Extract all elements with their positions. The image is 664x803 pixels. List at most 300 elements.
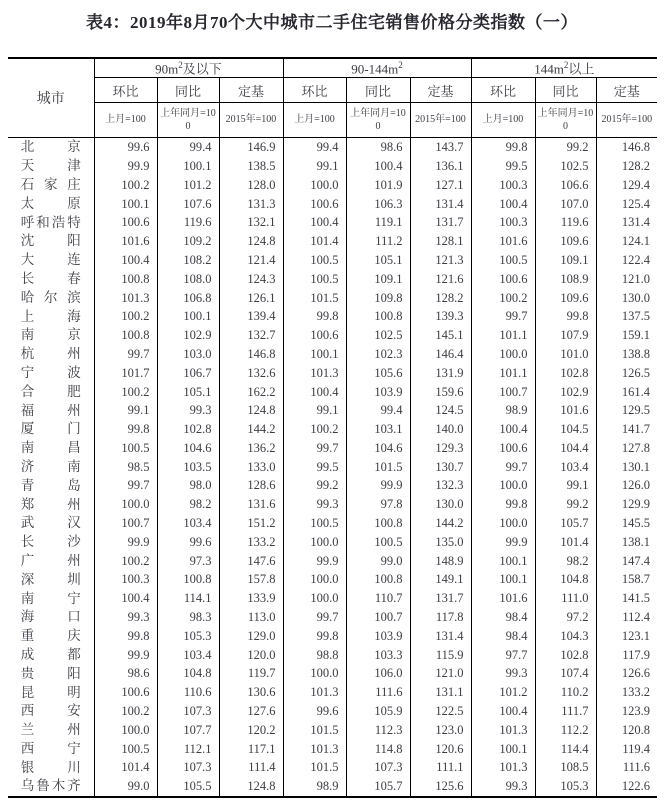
value-cell-0: 100.2 [94, 307, 157, 326]
value-cell-2: 146.8 [219, 345, 283, 364]
value-cell-4: 103.9 [346, 627, 410, 646]
value-cell-8: 126.0 [596, 476, 657, 495]
value-cell-7: 105.3 [535, 777, 596, 797]
city-name: 重庆 [20, 628, 81, 644]
base-header-2-2: 2015年=100 [596, 103, 657, 138]
value-cell-8: 125.4 [596, 194, 657, 213]
city-name: 广州 [20, 552, 81, 568]
table-row [8, 495, 657, 514]
value-cell-3: 101.3 [283, 364, 346, 383]
value-cell-6: 100.4 [471, 420, 535, 439]
value-cell-2: 128.6 [219, 476, 283, 495]
value-cell-1: 114.1 [157, 589, 219, 608]
value-cell-1: 99.6 [157, 533, 219, 552]
table-row [8, 251, 657, 270]
value-cell-5: 148.9 [410, 552, 471, 571]
value-cell-6: 100.1 [471, 570, 535, 589]
value-cell-3: 99.3 [283, 495, 346, 514]
metric-header-2-1: 同比 [535, 78, 596, 103]
value-cell-0: 99.9 [94, 646, 157, 665]
value-cell-8: 159.1 [596, 326, 657, 345]
city-cell [8, 495, 94, 514]
value-cell-0: 101.7 [94, 364, 157, 383]
city-cell [8, 627, 94, 646]
city-cell [8, 721, 94, 740]
table-row [8, 420, 657, 439]
value-cell-3: 99.8 [283, 627, 346, 646]
value-cell-7: 108.9 [535, 270, 596, 289]
value-cell-1: 105.1 [157, 382, 219, 401]
value-cell-1: 106.7 [157, 364, 219, 383]
value-cell-6: 101.1 [471, 326, 535, 345]
value-cell-2: 124.8 [219, 777, 283, 797]
value-cell-4: 99.0 [346, 552, 410, 571]
value-cell-5: 128.1 [410, 232, 471, 251]
value-cell-1: 109.2 [157, 232, 219, 251]
value-cell-8: 146.8 [596, 138, 657, 157]
value-cell-4: 105.9 [346, 702, 410, 721]
value-cell-2: 124.3 [219, 270, 283, 289]
value-cell-1: 107.3 [157, 758, 219, 777]
table-row [8, 570, 657, 589]
value-cell-4: 105.7 [346, 777, 410, 797]
value-cell-7: 104.4 [535, 439, 596, 458]
table-row [8, 514, 657, 533]
metric-header-0-0: 环比 [94, 78, 157, 103]
value-cell-5: 136.1 [410, 157, 471, 176]
value-cell-3: 101.3 [283, 683, 346, 702]
table-row [8, 627, 657, 646]
value-cell-7: 99.2 [535, 495, 596, 514]
value-cell-7: 101.6 [535, 401, 596, 420]
table-row [8, 683, 657, 702]
value-cell-3: 101.4 [283, 232, 346, 251]
city-name: 合肥 [20, 383, 81, 399]
city-name: 西安 [20, 703, 81, 719]
value-cell-1: 98.2 [157, 495, 219, 514]
city-name: 天津 [20, 158, 81, 174]
value-cell-1: 99.4 [157, 138, 219, 157]
value-cell-3: 100.0 [283, 664, 346, 683]
value-cell-3: 99.7 [283, 608, 346, 627]
metric-header-2-0: 环比 [471, 78, 535, 103]
value-cell-8: 117.9 [596, 646, 657, 665]
value-cell-1: 104.6 [157, 439, 219, 458]
value-cell-7: 110.2 [535, 683, 596, 702]
city-name: 海口 [20, 609, 81, 625]
value-cell-2: 132.1 [219, 213, 283, 232]
base-header-1-0: 上月=100 [283, 103, 346, 138]
value-cell-1: 100.1 [157, 157, 219, 176]
value-cell-2: 146.9 [219, 138, 283, 157]
value-cell-2: 127.6 [219, 702, 283, 721]
value-cell-4: 111.2 [346, 232, 410, 251]
value-cell-2: 119.7 [219, 664, 283, 683]
value-cell-1: 112.1 [157, 740, 219, 759]
value-cell-1: 99.3 [157, 401, 219, 420]
city-cell [8, 251, 94, 270]
value-cell-4: 98.6 [346, 138, 410, 157]
value-cell-2: 162.2 [219, 382, 283, 401]
value-cell-7: 103.4 [535, 458, 596, 477]
value-cell-2: 132.6 [219, 364, 283, 383]
value-cell-0: 100.8 [94, 270, 157, 289]
value-cell-6: 101.6 [471, 232, 535, 251]
table-row [8, 326, 657, 345]
value-cell-4: 103.1 [346, 420, 410, 439]
value-cell-8: 123.1 [596, 627, 657, 646]
table-row [8, 721, 657, 740]
value-cell-7: 107.0 [535, 194, 596, 213]
value-cell-8: 147.4 [596, 552, 657, 571]
value-cell-6: 99.5 [471, 157, 535, 176]
value-cell-0: 99.3 [94, 608, 157, 627]
value-cell-5: 128.2 [410, 288, 471, 307]
city-column-header: 城市 [8, 58, 94, 138]
value-cell-0: 99.9 [94, 157, 157, 176]
value-cell-8: 122.6 [596, 777, 657, 797]
value-cell-8: 128.2 [596, 157, 657, 176]
value-cell-5: 139.3 [410, 307, 471, 326]
city-cell [8, 307, 94, 326]
value-cell-5: 125.6 [410, 777, 471, 797]
value-cell-1: 106.8 [157, 288, 219, 307]
metric-header-1-2: 定基 [410, 78, 471, 103]
value-cell-0: 100.4 [94, 589, 157, 608]
value-cell-2: 129.0 [219, 627, 283, 646]
value-cell-8: 141.7 [596, 420, 657, 439]
value-cell-2: 151.2 [219, 514, 283, 533]
value-cell-4: 105.6 [346, 364, 410, 383]
value-cell-8: 121.0 [596, 270, 657, 289]
city-cell [8, 533, 94, 552]
table-row [8, 364, 657, 383]
value-cell-8: 133.2 [596, 683, 657, 702]
table-row [8, 740, 657, 759]
value-cell-2: 131.3 [219, 194, 283, 213]
value-cell-3: 101.5 [283, 288, 346, 307]
city-name: 西宁 [20, 740, 81, 756]
city-cell [8, 646, 94, 665]
city-cell [8, 138, 94, 157]
value-cell-8: 120.8 [596, 721, 657, 740]
value-cell-0: 99.8 [94, 420, 157, 439]
value-cell-4: 112.3 [346, 721, 410, 740]
base-header-0-2: 2015年=100 [219, 103, 283, 138]
city-name: 北京 [20, 139, 81, 155]
value-cell-6: 100.0 [471, 345, 535, 364]
city-cell [8, 683, 94, 702]
value-cell-8: 145.5 [596, 514, 657, 533]
table-row [8, 382, 657, 401]
value-cell-7: 112.2 [535, 721, 596, 740]
value-cell-3: 98.8 [283, 646, 346, 665]
value-cell-4: 102.3 [346, 345, 410, 364]
value-cell-5: 131.4 [410, 194, 471, 213]
city-name: 南京 [20, 327, 81, 343]
city-name: 哈尔滨 [20, 289, 81, 305]
value-cell-6: 100.6 [471, 270, 535, 289]
value-cell-1: 103.4 [157, 514, 219, 533]
city-cell [8, 420, 94, 439]
value-cell-5: 111.1 [410, 758, 471, 777]
value-cell-7: 98.2 [535, 552, 596, 571]
value-cell-0: 100.5 [94, 740, 157, 759]
value-cell-3: 101.5 [283, 758, 346, 777]
value-cell-8: 129.9 [596, 495, 657, 514]
base-header-1-2: 2015年=100 [410, 103, 471, 138]
value-cell-6: 100.2 [471, 288, 535, 307]
table-row [8, 458, 657, 477]
value-cell-3: 99.7 [283, 439, 346, 458]
value-cell-4: 97.8 [346, 495, 410, 514]
city-cell [8, 364, 94, 383]
value-cell-1: 107.3 [157, 702, 219, 721]
value-cell-0: 100.7 [94, 514, 157, 533]
city-name: 厦门 [20, 421, 81, 437]
value-cell-6: 100.3 [471, 176, 535, 195]
value-cell-0: 100.2 [94, 552, 157, 571]
group-header-1: $90-144m^2$ [283, 58, 471, 78]
value-cell-3: 100.0 [283, 570, 346, 589]
value-cell-8: 112.4 [596, 608, 657, 627]
value-cell-7: 104.5 [535, 420, 596, 439]
value-cell-0: 99.7 [94, 476, 157, 495]
page-title: 表4：2019年8月70个大中城市二手住宅销售价格分类指数（一） [86, 13, 578, 32]
value-cell-2: 124.8 [219, 401, 283, 420]
value-cell-5: 130.7 [410, 458, 471, 477]
table-row [8, 476, 657, 495]
value-cell-8: 130.0 [596, 288, 657, 307]
value-cell-8: 131.4 [596, 213, 657, 232]
metric-header-1-1: 同比 [346, 78, 410, 103]
value-cell-5: 124.5 [410, 401, 471, 420]
value-cell-6: 100.4 [471, 702, 535, 721]
value-cell-4: 100.8 [346, 514, 410, 533]
value-cell-8: 130.1 [596, 458, 657, 477]
value-cell-3: 99.8 [283, 307, 346, 326]
value-cell-6: 99.7 [471, 458, 535, 477]
price-index-table [8, 57, 657, 798]
value-cell-6: 100.0 [471, 514, 535, 533]
value-cell-1: 103.4 [157, 646, 219, 665]
value-cell-2: 121.4 [219, 251, 283, 270]
value-cell-0: 100.0 [94, 495, 157, 514]
value-cell-5: 159.6 [410, 382, 471, 401]
city-name: 石家庄 [20, 176, 81, 192]
value-cell-3: 99.6 [283, 702, 346, 721]
value-cell-5: 144.2 [410, 514, 471, 533]
value-cell-4: 107.3 [346, 758, 410, 777]
city-cell [8, 608, 94, 627]
table-row [8, 157, 657, 176]
value-cell-4: 106.0 [346, 664, 410, 683]
value-cell-3: 100.2 [283, 420, 346, 439]
table-row [8, 401, 657, 420]
value-cell-6: 101.1 [471, 364, 535, 383]
city-cell [8, 213, 94, 232]
city-name: 郑州 [20, 496, 81, 512]
value-cell-6: 98.4 [471, 627, 535, 646]
value-cell-3: 100.5 [283, 251, 346, 270]
value-cell-3: 100.5 [283, 514, 346, 533]
value-cell-2: 126.1 [219, 288, 283, 307]
table-row [8, 345, 657, 364]
city-name: 深圳 [20, 571, 81, 587]
value-cell-8: 122.4 [596, 251, 657, 270]
value-cell-7: 101.4 [535, 533, 596, 552]
value-cell-4: 99.9 [346, 476, 410, 495]
value-cell-3: 100.6 [283, 326, 346, 345]
value-cell-4: 105.1 [346, 251, 410, 270]
value-cell-3: 99.9 [283, 552, 346, 571]
value-cell-7: 109.6 [535, 288, 596, 307]
value-cell-6: 99.8 [471, 495, 535, 514]
value-cell-5: 131.1 [410, 683, 471, 702]
value-cell-4: 109.8 [346, 288, 410, 307]
value-cell-3: 100.6 [283, 194, 346, 213]
value-cell-5: 131.7 [410, 213, 471, 232]
value-cell-6: 100.7 [471, 382, 535, 401]
value-cell-1: 98.0 [157, 476, 219, 495]
value-cell-6: 100.0 [471, 476, 535, 495]
city-name: 沈阳 [20, 233, 81, 249]
table-row [8, 758, 657, 777]
value-cell-1: 108.2 [157, 251, 219, 270]
value-cell-0: 100.3 [94, 570, 157, 589]
table-body [8, 138, 657, 797]
city-cell [8, 664, 94, 683]
value-cell-0: 101.6 [94, 232, 157, 251]
value-cell-8: 129.4 [596, 176, 657, 195]
value-cell-3: 100.5 [283, 270, 346, 289]
value-cell-4: 100.8 [346, 307, 410, 326]
value-cell-1: 100.1 [157, 307, 219, 326]
value-cell-8: 111.6 [596, 758, 657, 777]
value-cell-0: 100.0 [94, 721, 157, 740]
value-cell-8: 161.4 [596, 382, 657, 401]
value-cell-7: 111.7 [535, 702, 596, 721]
value-cell-1: 98.3 [157, 608, 219, 627]
value-cell-7: 106.6 [535, 176, 596, 195]
value-cell-5: 127.1 [410, 176, 471, 195]
city-name: 成都 [20, 646, 81, 662]
city-name: 济南 [20, 458, 81, 474]
value-cell-8: 137.5 [596, 307, 657, 326]
table-row [8, 702, 657, 721]
value-cell-2: 133.0 [219, 458, 283, 477]
value-cell-7: 104.3 [535, 627, 596, 646]
city-cell [8, 777, 94, 797]
value-cell-6: 99.9 [471, 533, 535, 552]
value-cell-6: 100.5 [471, 251, 535, 270]
value-cell-5: 122.5 [410, 702, 471, 721]
value-cell-7: 104.8 [535, 570, 596, 589]
city-cell [8, 401, 94, 420]
city-cell [8, 476, 94, 495]
value-cell-8: 138.8 [596, 345, 657, 364]
value-cell-6: 98.9 [471, 401, 535, 420]
value-cell-1: 104.8 [157, 664, 219, 683]
value-cell-2: 147.6 [219, 552, 283, 571]
value-cell-1: 103.0 [157, 345, 219, 364]
value-cell-3: 99.4 [283, 138, 346, 157]
value-cell-2: 120.2 [219, 721, 283, 740]
value-cell-1: 102.8 [157, 420, 219, 439]
city-cell [8, 326, 94, 345]
value-cell-8: 129.5 [596, 401, 657, 420]
value-cell-0: 100.2 [94, 176, 157, 195]
value-cell-2: 117.1 [219, 740, 283, 759]
value-cell-2: 124.8 [219, 232, 283, 251]
value-cell-7: 99.2 [535, 138, 596, 157]
value-cell-1: 102.9 [157, 326, 219, 345]
value-cell-1: 97.3 [157, 552, 219, 571]
value-cell-5: 117.8 [410, 608, 471, 627]
value-cell-4: 101.5 [346, 458, 410, 477]
value-cell-7: 101.0 [535, 345, 596, 364]
city-name: 长春 [20, 270, 81, 286]
value-cell-8: 123.9 [596, 702, 657, 721]
value-cell-3: 100.0 [283, 589, 346, 608]
table-row [8, 664, 657, 683]
value-cell-3: 99.1 [283, 157, 346, 176]
value-cell-7: 102.8 [535, 646, 596, 665]
value-cell-1: 107.7 [157, 721, 219, 740]
value-cell-2: 144.2 [219, 420, 283, 439]
value-cell-8: 158.7 [596, 570, 657, 589]
table-row [8, 533, 657, 552]
value-cell-5: 135.0 [410, 533, 471, 552]
city-cell [8, 552, 94, 571]
city-cell [8, 570, 94, 589]
city-name: 大连 [20, 252, 81, 268]
city-cell [8, 345, 94, 364]
value-cell-0: 99.9 [94, 533, 157, 552]
value-cell-5: 131.4 [410, 627, 471, 646]
value-cell-5: 120.6 [410, 740, 471, 759]
value-cell-5: 121.6 [410, 270, 471, 289]
city-cell [8, 270, 94, 289]
city-name: 南宁 [20, 590, 81, 606]
city-cell [8, 382, 94, 401]
value-cell-7: 114.4 [535, 740, 596, 759]
value-cell-7: 102.9 [535, 382, 596, 401]
header-row-bases [8, 103, 657, 138]
value-cell-4: 106.3 [346, 194, 410, 213]
value-cell-7: 107.9 [535, 326, 596, 345]
value-cell-3: 99.1 [283, 401, 346, 420]
table-row [8, 270, 657, 289]
city-name: 银川 [20, 759, 81, 775]
value-cell-0: 100.5 [94, 439, 157, 458]
value-cell-2: 132.7 [219, 326, 283, 345]
value-cell-7: 119.6 [535, 213, 596, 232]
city-name: 长沙 [20, 534, 81, 550]
value-cell-0: 98.5 [94, 458, 157, 477]
value-cell-6: 100.6 [471, 439, 535, 458]
value-cell-8: 126.5 [596, 364, 657, 383]
value-cell-6: 99.8 [471, 138, 535, 157]
city-cell [8, 514, 94, 533]
value-cell-5: 146.4 [410, 345, 471, 364]
city-name: 武汉 [20, 515, 81, 531]
value-cell-5: 115.9 [410, 646, 471, 665]
value-cell-6: 100.4 [471, 194, 535, 213]
city-name: 青岛 [20, 477, 81, 493]
value-cell-1: 101.2 [157, 176, 219, 195]
table-row [8, 608, 657, 627]
